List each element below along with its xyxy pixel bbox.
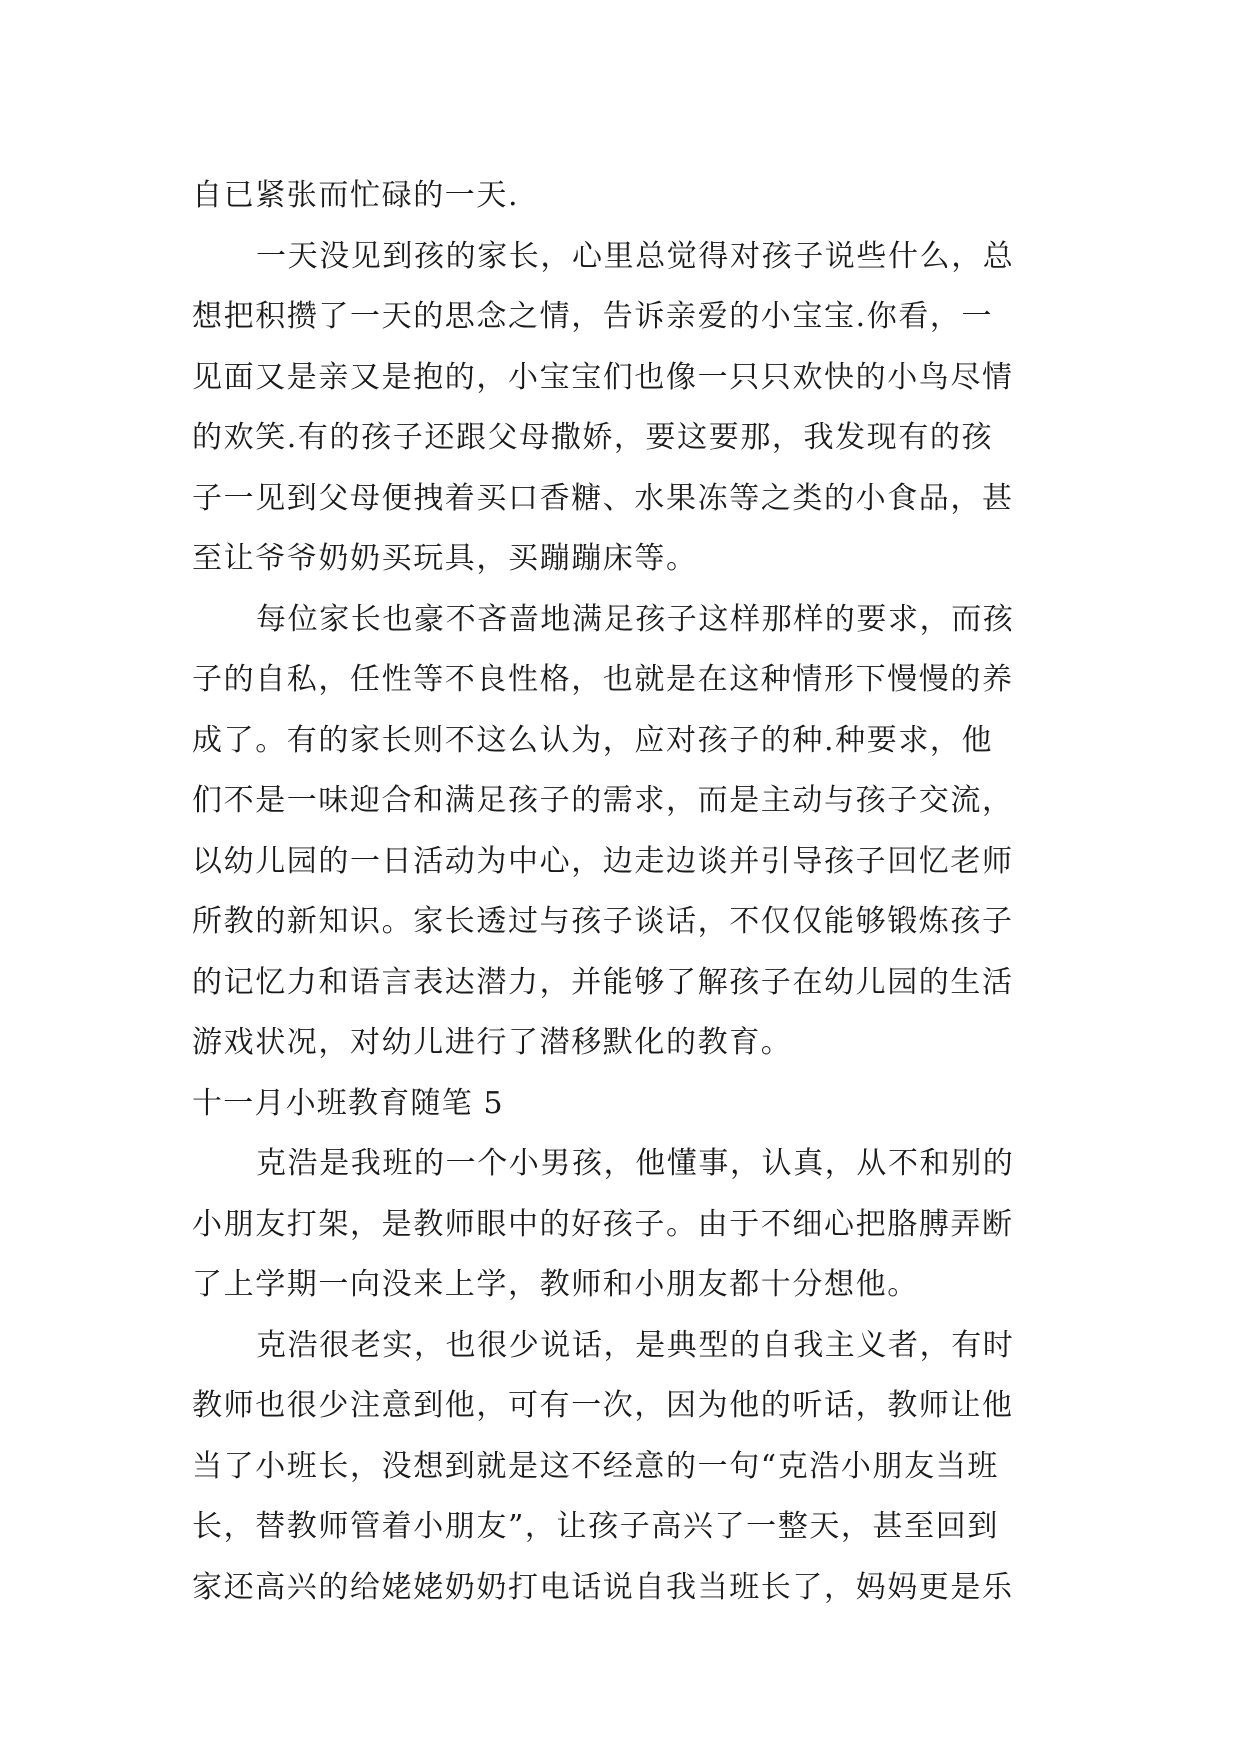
text-line-7: 至让爷爷奶奶买玩具，买蹦蹦床等。 xyxy=(192,541,698,576)
text-line-9: 子的自私，任性等不良性格，也就是在这种情形下慢慢的养 xyxy=(192,662,1014,697)
text-line-23: 长，替教师管着小朋友”，让孩子高兴了一整天，甚至回到 xyxy=(192,1509,999,1544)
section-heading: 十一月小班教育随笔 5 xyxy=(192,1085,504,1121)
text-line-6: 子一见到父母便拽着买口香糖、水果冻等之类的小食品，甚 xyxy=(192,480,1014,516)
paragraph-start-line-8: 每位家长也豪不吝啬地满足孩子这样那样的要求，而孩 xyxy=(256,601,1015,637)
text-line-1: 自已紧张而忙碌的一天. xyxy=(192,178,520,213)
text-line-11: 们不是一味迎合和满足孩子的需求，而是主动与孩子交流， xyxy=(192,783,1014,818)
text-line-5: 的欢笑.有的孩子还跟父母撒娇，要这要那，我发现有的孩 xyxy=(192,420,994,455)
text-line-18: 小朋友打架，是教师眼中的好孩子。由于不细心把胳膊弄断 xyxy=(192,1206,1014,1242)
text-line-14: 的记忆力和语言表达潜力，并能够了解孩子在幼儿园的生活 xyxy=(192,964,1014,1000)
text-line-24: 家还高兴的给姥姥奶奶打电话说自我当班长了，妈妈更是乐 xyxy=(192,1569,1014,1605)
paragraph-start-line-20: 克浩很老实，也很少说话，是典型的自我主义者，有时 xyxy=(256,1327,1015,1363)
text-line-15: 游戏状况，对幼儿进行了潜移默化的教育。 xyxy=(192,1025,793,1060)
text-line-10: 成了。有的家长则不这么认为，应对孩子的种.种要求，他 xyxy=(192,722,994,758)
text-line-13: 所教的新知识。家长透过与孩子谈话，不仅仅能够锻炼孩子 xyxy=(192,904,1014,939)
document-body xyxy=(192,166,1062,1618)
text-line-4: 见面又是亲又是抱的，小宝宝们也像一只只欢快的小鸟尽情 xyxy=(192,359,1014,395)
text-line-3: 想把积攒了一天的思念之情，告诉亲爱的小宝宝.你看，一 xyxy=(192,299,994,334)
text-line-19: 了上学期一向没来上学，教师和小朋友都十分想他。 xyxy=(192,1267,919,1302)
text-line-22: 当了小班长，没想到就是这不经意的一句“克浩小朋友当班 xyxy=(192,1448,999,1484)
text-line-12: 以幼儿园的一日活动为中心，边走边谈并引导孩子回忆老师 xyxy=(192,843,1014,879)
paragraph-start-line-17: 克浩是我班的一个小男孩，他懂事，认真，从不和别的 xyxy=(256,1146,1015,1181)
text-line-21: 教师也很少注意到他，可有一次，因为他的听话，教师让他 xyxy=(192,1388,1014,1423)
paragraph-start-line-2: 一天没见到孩的家长，心里总觉得对孩子说些什么，总 xyxy=(256,238,1015,274)
